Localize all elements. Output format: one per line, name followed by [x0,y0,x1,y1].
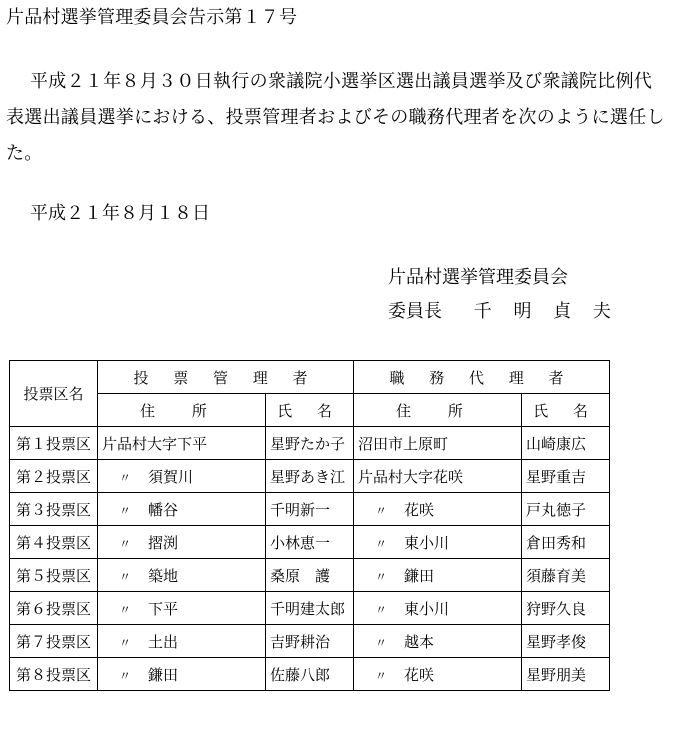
address-text: 東小川 [404,533,450,552]
table-row [10,427,610,460]
address-text: 下平 [148,599,179,618]
district-cell: 第３投票区 [10,493,98,526]
district-cell: 第２投票区 [10,460,98,493]
manager-address-cell [98,592,266,625]
address-text: 幡谷 [148,500,179,519]
deputy-address-cell [354,592,522,625]
table-row [10,592,610,625]
ditto-mark: 〃 [374,635,387,650]
manager-name-cell: 桑原 護 [266,559,354,592]
table-row [10,559,610,592]
district-cell: 第５投票区 [10,559,98,592]
ditto-mark: 〃 [118,602,131,617]
deputy-address-cell [354,658,522,691]
ditto-mark: 〃 [374,569,387,584]
manager-address-cell [98,559,266,592]
district-cell: 第８投票区 [10,658,98,691]
ditto-mark: 〃 [118,503,131,518]
notice-body: 平成２１年８月３０日執行の衆議院小選挙区選出議員選挙及び衆議院比例代表選出議員選挙における、投票管理者およびその職務代理者を次のように選任した。 [6,71,665,164]
ditto-mark: 〃 [374,668,387,683]
manager-name-cell: 千明新一 [266,493,354,526]
deputy-name-cell: 山崎康広 [522,427,610,460]
table-row [10,658,610,691]
address-text: 花咲 [404,500,435,519]
deputy-name-cell: 星野孝俊 [522,625,610,658]
address-text: 土出 [148,632,179,651]
chair-line [388,300,619,324]
header-district: 投票区名 [10,361,98,427]
manager-address-cell [98,526,266,559]
deputy-address-cell: 片品村大字花咲 [354,460,522,493]
deputy-name-cell: 星野重吉 [522,460,610,493]
manager-address-cell: 片品村大字下平 [98,427,266,460]
address-text: 東小川 [404,599,450,618]
deputy-address-cell: 沼田市上原町 [354,427,522,460]
header-manager: 投 票 管 理 者 [98,361,354,394]
chair-name: 千 明 貞 夫 [473,301,619,322]
ditto-mark: 〃 [118,635,131,650]
manager-address-cell [98,493,266,526]
header-deputy-name: 氏 名 [522,394,610,427]
ditto-mark: 〃 [374,536,387,551]
header-manager-address: 住 所 [98,394,266,427]
deputy-name-cell: 狩野久良 [522,592,610,625]
deputy-address-cell [354,625,522,658]
deputy-address-cell [354,526,522,559]
address-text: 鎌田 [148,665,179,684]
ditto-mark: 〃 [118,569,131,584]
deputy-name-cell: 星野朋美 [522,658,610,691]
address-text: 摺渕 [148,533,179,552]
deputy-name-cell: 須藤育美 [522,559,610,592]
district-cell: 第４投票区 [10,526,98,559]
ditto-mark: 〃 [118,470,131,485]
table-row [10,493,610,526]
address-text: 鎌田 [404,566,435,585]
ditto-mark: 〃 [374,503,387,518]
deputy-name-cell: 戸丸徳子 [522,493,610,526]
deputy-address-cell [354,493,522,526]
manager-name-cell: 佐藤八郎 [266,658,354,691]
table-row [10,460,610,493]
table-row [10,625,610,658]
chair-role: 委員長 [388,301,442,322]
header-deputy-address: 住 所 [354,394,522,427]
deputy-address-cell [354,559,522,592]
officer-rows [10,427,610,691]
manager-name-cell: 吉野耕治 [266,625,354,658]
notice-date: 平成２１年８月１８日 [30,203,210,224]
district-cell: 第１投票区 [10,427,98,460]
manager-name-cell: 小林恵一 [266,526,354,559]
header-manager-name: 氏 名 [266,394,354,427]
ditto-mark: 〃 [118,668,131,683]
officers-table [9,360,610,691]
address-text: 越本 [404,632,435,651]
notice-title: 片品村選挙管理委員会告示第１７号 [6,7,298,28]
manager-address-cell [98,460,266,493]
deputy-name-cell: 倉田秀和 [522,526,610,559]
district-cell: 第７投票区 [10,625,98,658]
address-text: 築地 [148,566,179,585]
table-row [10,526,610,559]
ditto-mark: 〃 [374,602,387,617]
manager-address-cell [98,625,266,658]
manager-name-cell: 千明建太郎 [266,592,354,625]
issuer-name: 片品村選挙管理委員会 [388,267,568,288]
ditto-mark: 〃 [118,536,131,551]
manager-address-cell [98,658,266,691]
address-text: 花咲 [404,665,435,684]
manager-name-cell: 星野あき江 [266,460,354,493]
header-deputy: 職 務 代 理 者 [354,361,610,394]
manager-name-cell: 星野たか子 [266,427,354,460]
district-cell: 第６投票区 [10,592,98,625]
address-text: 須賀川 [148,467,194,486]
